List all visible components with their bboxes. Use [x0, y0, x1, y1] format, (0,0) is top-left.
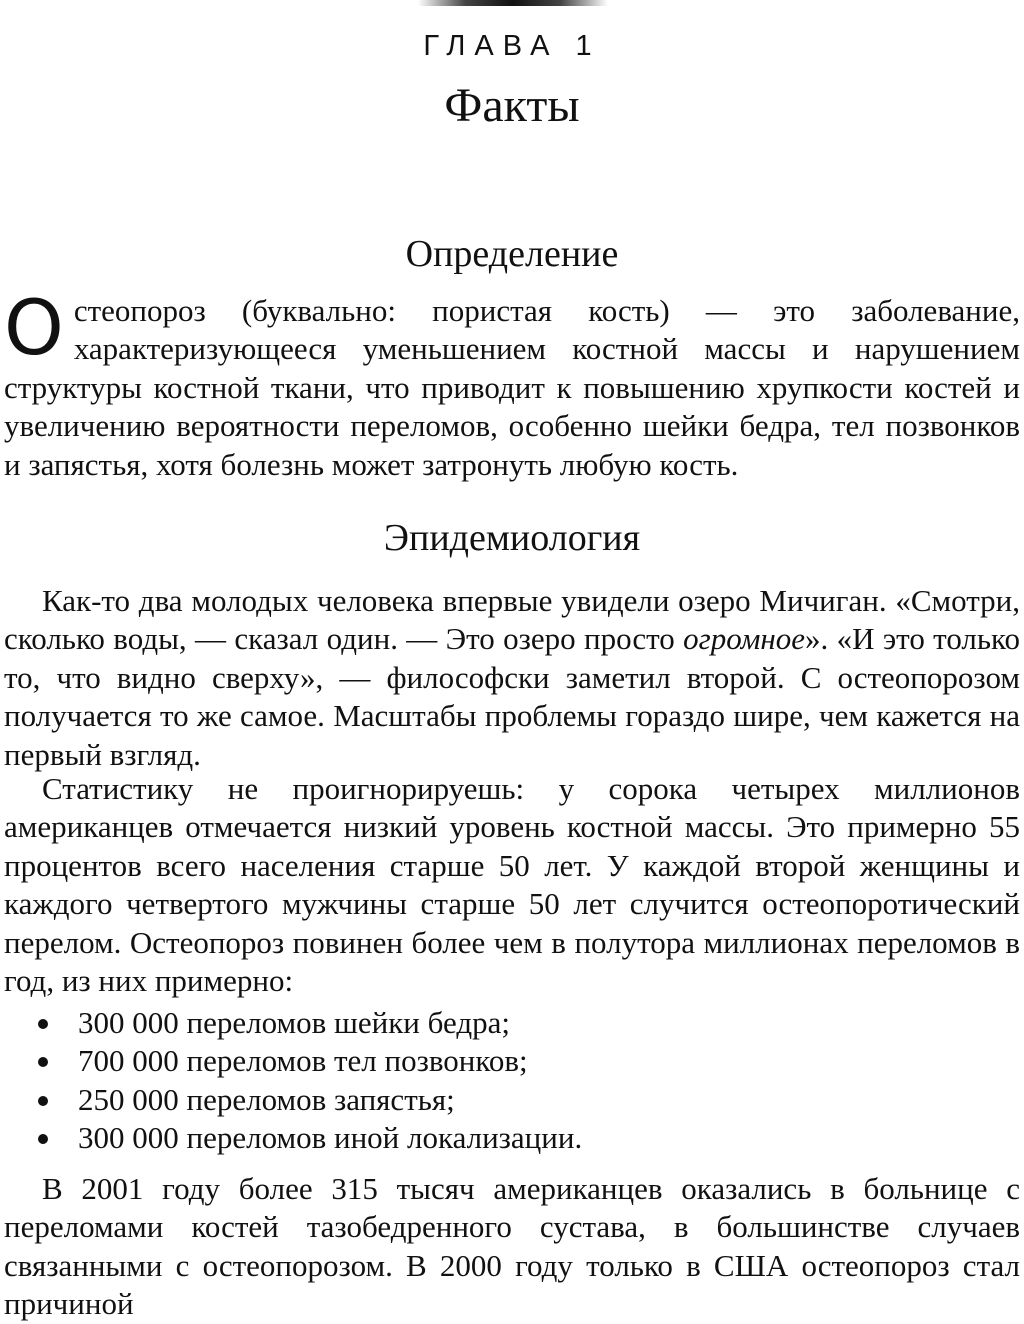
- closing-paragraph: В 2001 году более 315 тысяч американцев оказались в больнице с переломами костей тазобедренного сустава, в большинстве случаев связанными с остеопорозом. В 2000 году только в США остеопороз стал причиной: [4, 1171, 1020, 1322]
- list-item-text: 250 000 переломов запястья;: [78, 1081, 455, 1117]
- bullet-dot-icon: [38, 1096, 48, 1106]
- list-item: [0, 1042, 1024, 1080]
- list-item-text: 300 000 переломов шейки бедра;: [78, 1005, 510, 1040]
- list-item: [0, 1081, 1024, 1119]
- section-heading-epidemiology: Эпидемиология: [383, 517, 641, 559]
- top-decorative-bar: [418, 0, 608, 6]
- definition-text: стеопороз (буквально: пористая кость) — это заболевание, характеризующееся уменьшением костной массы и нарушением структуры костной ткани, что приводит к повышению хрупкости костей и увеличению вероятности переломов, особенно шейки бедра, тел позвонков и запястья, хотя болезнь может затронуть любую кость.: [4, 293, 1020, 482]
- drop-cap: О: [4, 283, 64, 372]
- list-item-text: 700 000 переломов тел позвонков;: [78, 1043, 528, 1079]
- emphasis-word: огромное: [683, 621, 805, 657]
- bullet-dot-icon: [38, 1019, 48, 1029]
- fracture-list: [0, 1004, 1024, 1158]
- anecdote-text-start: Как-то два молодых человека впервые увидели озеро Мичиган. «Смотри, сколько воды, — сказал один. — Это озеро просто: [4, 583, 1020, 657]
- statistics-paragraph: Статистику не проигнорируешь: у сорока четырех миллионов американцев отмечается низкий уровень костной массы. Это примерно 55 процентов всего населения старше 50 лет. У каждой второй женщины и каждого четвертого мужчины старше 50 лет случится остеопоротический перелом. Остеопороз повинен более чем в полутора миллионах переломов в год, из них примерно:: [4, 771, 1020, 999]
- list-item: [0, 1004, 1024, 1042]
- list-item: [0, 1119, 1024, 1157]
- list-item-text: 300 000 переломов иной локализации.: [78, 1120, 583, 1156]
- chapter-title: Факты: [444, 79, 580, 132]
- definition-paragraph: [4, 283, 1020, 484]
- bullet-dot-icon: [38, 1057, 48, 1067]
- bullet-dot-icon: [38, 1134, 48, 1144]
- chapter-label: ГЛАВА 1: [423, 30, 601, 62]
- section-heading-definition: Определение: [405, 233, 619, 275]
- anecdote-text-end: ». «И это только то, что видно сверху», — философски заметил второй. С остеопорозом получается то же самое. Масштабы проблемы гораздо шире, чем кажется на первый взгляд.: [4, 621, 1021, 772]
- anecdote-paragraph: [4, 582, 1020, 774]
